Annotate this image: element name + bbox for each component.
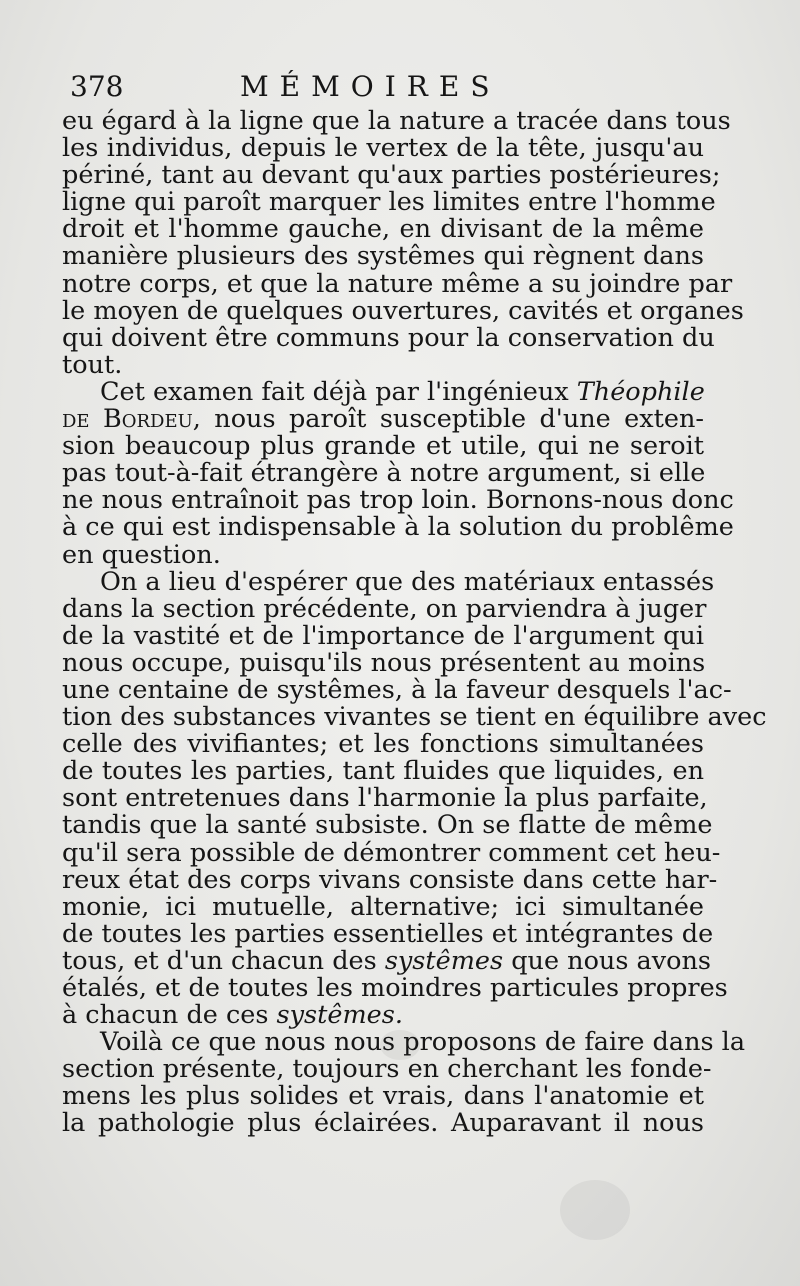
text-line: pas tout-à-fait étrangère à notre argument, si elle [62, 458, 706, 489]
text-line: de la vastité et de l'importance de l'argument qui [62, 620, 704, 651]
text-line: droit et l'homme gauche, en divisant de la même [62, 214, 704, 245]
text-run: tous, et d'un chacun des [62, 945, 377, 976]
text-line [62, 406, 704, 433]
text-line: ne nous entraînoit pas trop loin. Bornons-nous donc [62, 485, 734, 516]
text-line: nous occupe, puisqu'ils nous présentent au moins [62, 647, 706, 678]
text-line: Voilà ce que nous nous proposons de faire dans la [100, 1027, 746, 1058]
text-line: notre corps, et que la nature même a su joindre par [62, 268, 733, 299]
text-line: à ce qui est indispensable à la solution du problême [62, 512, 734, 543]
text-line: la pathologie plus éclairées. Auparavant il nous [62, 1108, 704, 1139]
text-line: celle des vivifiantes; et les fonctions simultanées [62, 729, 704, 760]
text-line: une centaine de systêmes, à la faveur desquels l'ac- [62, 674, 732, 705]
italic-term: systêmes. [276, 1000, 403, 1031]
text-line: de toutes les parties, tant fluides que liquides, en [62, 756, 704, 787]
text-line: dans la section précédente, on parviendra à juger [62, 593, 707, 624]
italic-term: systêmes [384, 945, 504, 976]
text-run: , nous paroît susceptible d'une exten- [192, 404, 704, 435]
text-line: monie, ici mutuelle, alternative; ici simultanée [62, 891, 704, 922]
text-line: sont entretenues dans l'harmonie la plus parfaite, [62, 783, 708, 814]
small-caps-name: de Bordeu [62, 404, 193, 435]
text-line: de toutes les parties essentielles et intégrantes de [62, 918, 714, 949]
text-run: Cet examen fait déjà par l'ingénieux [100, 376, 569, 407]
body-text [62, 106, 767, 1139]
text-line: en question. [62, 539, 221, 570]
text-line: sion beaucoup plus grande et utile, qui ne seroit [62, 431, 704, 462]
italic-name: Théophile [576, 376, 705, 407]
text-line: manière plusieurs des systêmes qui règnent dans [62, 241, 704, 272]
page-number: 378 [70, 70, 124, 103]
paper-stain [560, 1180, 630, 1240]
text-line: tout. [62, 349, 123, 380]
text-line: section présente, toujours en cherchant les fonde- [62, 1054, 712, 1085]
text-line [62, 376, 705, 407]
text-line: qu'il sera possible de démontrer comment cet heu- [62, 837, 721, 868]
running-title: MÉMOIRES [240, 70, 501, 103]
text-line: eu égard à la ligne que la nature a tracée dans tous [62, 106, 731, 136]
text-line: tandis que la santé subsiste. On se flatte de même [62, 810, 713, 841]
text-line: étalés, et de toutes les moindres particules propres [62, 973, 728, 1003]
text-line: périné, tant au devant qu'aux parties postérieures; [62, 160, 721, 191]
text-line: ligne qui paroît marquer les limites entre l'homme [62, 187, 716, 218]
text-line: tion des substances vivantes se tient en équilibre avec [62, 702, 767, 733]
text-line: On a lieu d'espérer que des matériaux entassés [100, 566, 715, 597]
text-line: les individus, depuis le vertex de la tête, jusqu'au [62, 133, 704, 164]
text-line [62, 1002, 704, 1029]
text-line: le moyen de quelques ouvertures, cavités et organes [62, 295, 744, 326]
text-line: reux état des corps vivans consiste dans cette har- [62, 864, 718, 895]
text-line: mens les plus solides et vrais, dans l'anatomie et [62, 1081, 704, 1112]
text-line: qui doivent être communs pour la conservation du [62, 322, 715, 353]
text-run: à chacun de ces [62, 1000, 269, 1031]
text-run: que nous avons [511, 945, 712, 976]
text-line [62, 945, 712, 976]
